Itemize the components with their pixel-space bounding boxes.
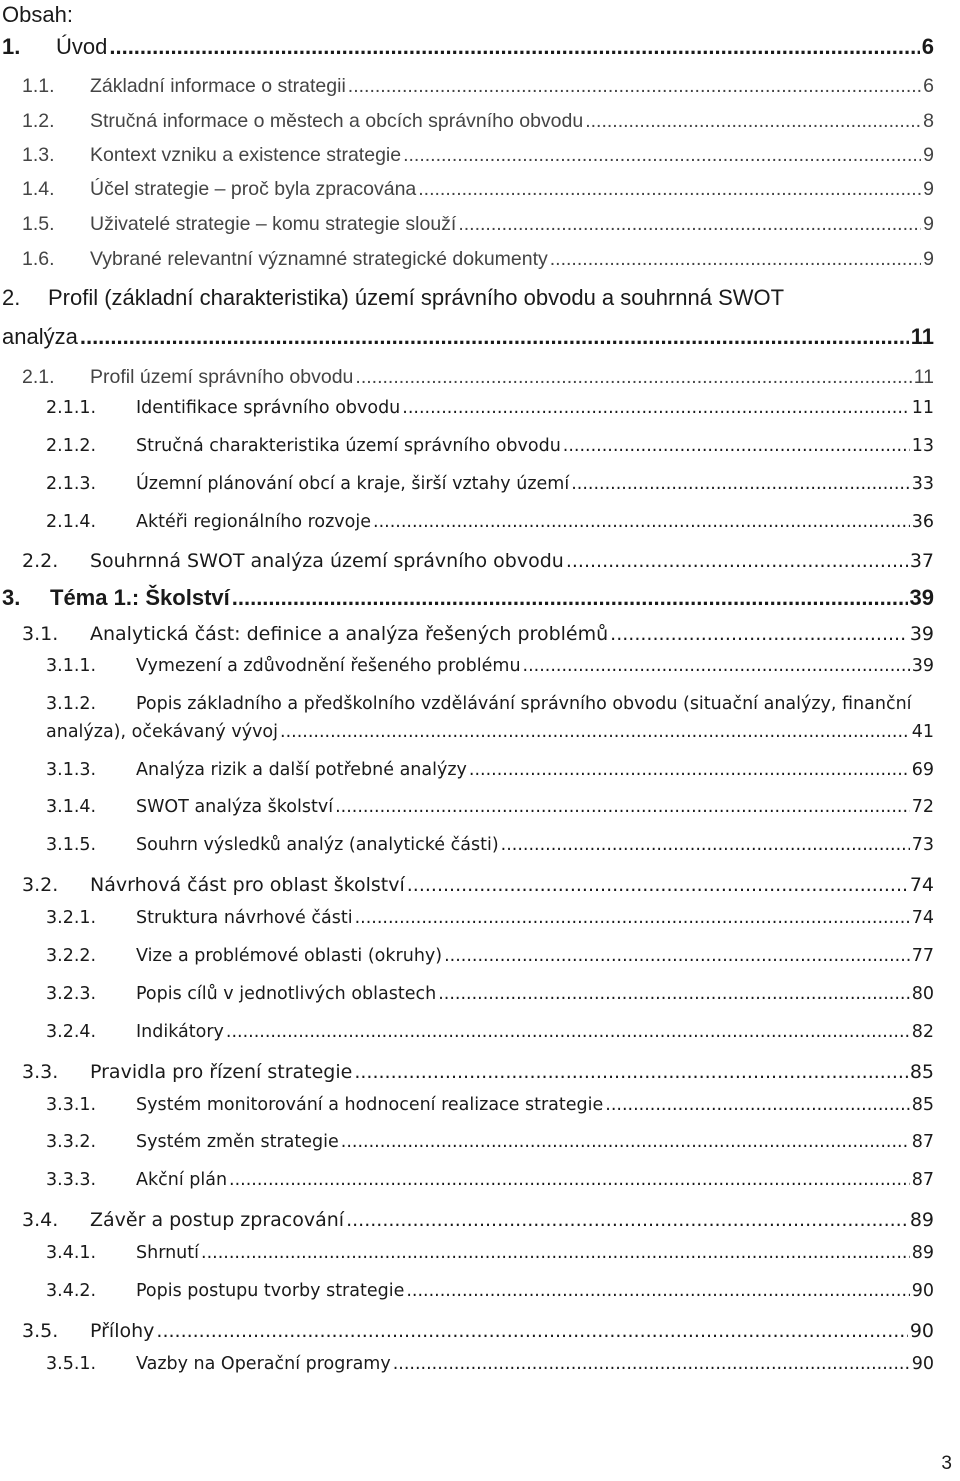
toc-number: 3.5.	[22, 1320, 59, 1342]
toc-page: 37	[909, 550, 934, 572]
toc-entry-2-line1[interactable]	[2, 285, 784, 311]
toc-leader	[348, 75, 921, 98]
toc-title: Vize a problémové oblasti (okruhy)	[136, 946, 443, 966]
toc-leader	[354, 1061, 907, 1083]
toc-entry-2-1-3[interactable]	[46, 474, 934, 494]
toc-leader	[402, 398, 909, 418]
toc-title: Aktéři regionálního rozvoje	[136, 512, 371, 532]
toc-page: 39	[909, 585, 934, 610]
toc-number: 3.1.1.	[46, 656, 97, 676]
toc-page: 69	[911, 760, 934, 780]
toc-page: 89	[911, 1243, 934, 1263]
toc-entry-2-1[interactable]	[22, 366, 934, 389]
toc-leader	[280, 722, 910, 742]
toc-entry-2-1-2[interactable]	[46, 436, 934, 456]
toc-page: 6	[923, 75, 934, 97]
toc-title: Závěr a postup zpracování	[90, 1209, 345, 1231]
toc-title: Identifikace správního obvodu	[136, 398, 401, 418]
toc-leader	[393, 1354, 910, 1374]
toc-leader	[226, 1022, 910, 1042]
toc-page: 36	[911, 512, 934, 532]
toc-number: 1.3.	[22, 144, 55, 166]
toc-entry-1-4[interactable]	[22, 178, 934, 201]
toc-page: 74	[909, 874, 934, 896]
toc-leader	[610, 623, 908, 645]
toc-entry-3-1-1[interactable]	[46, 656, 934, 676]
toc-number: 3.1.5.	[46, 835, 97, 855]
toc-number: 3.3.2.	[46, 1132, 97, 1152]
toc-leader	[407, 874, 908, 896]
toc-entry-3-2-4[interactable]	[46, 1022, 934, 1042]
toc-title: Indikátory	[136, 1022, 224, 1042]
toc-entry-1-6[interactable]	[22, 248, 934, 271]
toc-entry-3-1-3[interactable]	[46, 760, 934, 780]
toc-page: 6	[921, 34, 934, 59]
toc-page: 11	[913, 366, 934, 388]
toc-leader	[80, 324, 909, 350]
toc-entry-3-4-1[interactable]	[46, 1243, 934, 1263]
toc-leader	[232, 585, 908, 611]
toc-page: 9	[923, 213, 934, 235]
toc-title: Popis základního a předškolního vzdělávání správního obvodu (situační analýzy, finanční	[136, 694, 912, 714]
toc-entry-1-5[interactable]	[22, 213, 934, 236]
toc-page: 9	[923, 178, 934, 200]
toc-leader	[335, 797, 910, 817]
toc-title: Popis postupu tvorby strategie	[136, 1281, 405, 1301]
toc-number: 1.1.	[22, 75, 55, 97]
toc-leader	[355, 908, 910, 928]
toc-leader	[605, 1095, 909, 1115]
toc-entry-3-4-2[interactable]	[46, 1281, 934, 1301]
toc-number: 2.1.	[22, 366, 55, 388]
toc-title: Souhrnná SWOT analýza území správního obvodu	[90, 550, 564, 572]
toc-title: Struktura návrhové části	[136, 908, 353, 928]
toc-page: 39	[909, 623, 934, 645]
toc-leader	[406, 1281, 909, 1301]
toc-leader	[571, 474, 910, 494]
toc-title: Návrhová část pro oblast školství	[90, 874, 405, 896]
toc-leader	[458, 213, 921, 236]
toc-entry-1-3[interactable]	[22, 144, 934, 167]
toc-title: Shrnutí	[136, 1243, 199, 1263]
toc-leader	[373, 512, 910, 532]
toc-leader	[523, 656, 910, 676]
toc-page: 87	[911, 1170, 934, 1190]
toc-entry-3-1-5[interactable]	[46, 835, 934, 855]
toc-number: 3.1.3.	[46, 760, 97, 780]
toc-number: 3.2.2.	[46, 946, 97, 966]
toc-title: Popis cílů v jednotlivých oblastech	[136, 984, 437, 1004]
toc-number: 2.	[2, 285, 21, 310]
toc-leader	[444, 946, 910, 966]
toc-number: 2.1.2.	[46, 436, 97, 456]
toc-entry-1-2[interactable]	[22, 110, 934, 133]
toc-page: 11	[910, 324, 934, 349]
toc-page: 72	[911, 797, 934, 817]
toc-leader	[341, 1132, 910, 1152]
toc-page: 87	[911, 1132, 934, 1152]
toc-number: 3.3.3.	[46, 1170, 97, 1190]
toc-title: SWOT analýza školství	[136, 797, 334, 817]
toc-number: 1.5.	[22, 213, 55, 235]
toc-number: 1.	[2, 34, 21, 59]
toc-entry-3-5-1[interactable]	[46, 1354, 934, 1374]
toc-title: Souhrn výsledků analýz (analytické části)	[136, 835, 499, 855]
toc-leader	[229, 1170, 910, 1190]
toc-title: Uživatelé strategie – komu strategie slouží	[90, 213, 457, 235]
toc-title: Analýza rizik a další potřebné analýzy	[136, 760, 467, 780]
toc-entry-3[interactable]	[2, 585, 934, 611]
toc-number: 2.1.3.	[46, 474, 97, 494]
toc-number: 2.1.4.	[46, 512, 97, 532]
toc-entry-3-1[interactable]	[22, 623, 934, 645]
toc-number: 3.3.	[22, 1061, 59, 1083]
toc-title: Stručná informace o městech a obcích správního obvodu	[90, 110, 584, 132]
toc-page: 74	[911, 908, 934, 928]
toc-page: 11	[911, 398, 934, 418]
toc-page: 39	[911, 656, 934, 676]
toc-page: 90	[909, 1320, 934, 1342]
toc-page: 77	[911, 946, 934, 966]
toc-leader	[109, 34, 919, 60]
toc-title: Profil (základní charakteristika) území správního obvodu a souhrnná SWOT	[48, 285, 785, 310]
toc-number: 3.1.2.	[46, 694, 97, 714]
toc-title: Účel strategie – proč byla zpracována	[90, 178, 417, 200]
toc-title: Systém monitorování a hodnocení realizace strategie	[136, 1095, 604, 1115]
toc-leader	[566, 550, 908, 572]
toc-number: 3.4.2.	[46, 1281, 97, 1301]
toc-title: Stručná charakteristika území správního obvodu	[136, 436, 561, 456]
toc-title: Vazby na Operační programy	[136, 1354, 391, 1374]
toc-entry-3-2-1[interactable]	[46, 908, 934, 928]
toc-page: 90	[911, 1354, 934, 1374]
toc-entry-2-1-1[interactable]	[46, 398, 934, 418]
toc-page: 73	[911, 835, 934, 855]
toc-leader	[438, 984, 910, 1004]
toc-title: Systém změn strategie	[136, 1132, 339, 1152]
toc-number: 1.4.	[22, 178, 55, 200]
toc-page: 33	[911, 474, 934, 494]
toc-title: Úvod	[56, 34, 108, 59]
toc-page: 9	[923, 144, 934, 166]
toc-leader	[201, 1243, 910, 1263]
toc-entry-2-2[interactable]	[22, 550, 934, 572]
toc-title: Profil území správního obvodu	[90, 366, 354, 388]
toc-leader	[156, 1320, 907, 1342]
toc-entry-3-1-4[interactable]	[46, 797, 934, 817]
toc-leader	[469, 760, 910, 780]
toc-number: 3.5.1.	[46, 1354, 97, 1374]
toc-entry-2-1-4[interactable]	[46, 512, 934, 532]
toc-title: Pravidla pro řízení strategie	[90, 1061, 353, 1083]
toc-leader	[550, 248, 921, 271]
toc-leader	[355, 366, 911, 389]
toc-leader	[418, 178, 921, 201]
toc-number: 2.1.1.	[46, 398, 97, 418]
toc-entry-3-3-3[interactable]	[46, 1170, 934, 1190]
toc-entry-3-1-2[interactable]	[46, 694, 934, 742]
toc-number: 1.6.	[22, 248, 55, 270]
toc-leader	[403, 144, 921, 167]
toc-title-continued: analýza	[2, 324, 78, 349]
toc-leader	[585, 110, 921, 133]
toc-number: 3.2.	[22, 874, 59, 896]
toc-page: 85	[909, 1061, 934, 1083]
toc-page: 41	[911, 722, 934, 742]
toc-number: 3.2.1.	[46, 908, 97, 928]
toc-title: Základní informace o strategii	[90, 75, 346, 97]
toc-entry-3-2-3[interactable]	[46, 984, 934, 1004]
toc-page: 85	[911, 1095, 934, 1115]
toc-title: Akční plán	[136, 1170, 228, 1190]
toc-number: 3.2.4.	[46, 1022, 97, 1042]
toc-entry-3-2-2[interactable]	[46, 946, 934, 966]
toc-title: Vybrané relevantní významné strategické dokumenty	[90, 248, 548, 270]
toc-number: 3.1.4.	[46, 797, 97, 817]
toc-entry-1-1[interactable]	[22, 75, 934, 98]
toc-number: 3.4.	[22, 1209, 59, 1231]
toc-number: 1.2.	[22, 110, 55, 132]
toc-title-continued: analýza), očekávaný vývoj	[46, 722, 278, 742]
toc-page: 82	[911, 1022, 934, 1042]
toc-heading: Obsah:	[2, 2, 73, 27]
toc-entry-3-4[interactable]	[22, 1209, 934, 1231]
toc-number: 3.	[2, 585, 21, 610]
toc-leader	[346, 1209, 908, 1231]
toc-number: 2.2.	[22, 550, 59, 572]
toc-entry-2-line2[interactable]	[2, 324, 934, 350]
toc-number: 3.4.1.	[46, 1243, 97, 1263]
toc-entry-3-5[interactable]	[22, 1320, 934, 1342]
toc-title: Téma 1.: Školství	[50, 585, 230, 610]
toc-entry-3-3-2[interactable]	[46, 1132, 934, 1152]
toc-title: Územní plánování obcí a kraje, širší vztahy území	[136, 474, 570, 494]
toc-title: Vymezení a zdůvodnění řešeného problému	[136, 656, 521, 676]
toc-entry-1[interactable]	[2, 34, 934, 60]
toc-number: 3.1.	[22, 623, 59, 645]
toc-title: Přílohy	[90, 1320, 155, 1342]
toc-entry-3-3[interactable]	[22, 1061, 934, 1083]
toc-entry-3-2[interactable]	[22, 874, 934, 896]
toc-entry-3-3-1[interactable]	[46, 1095, 934, 1115]
toc-leader	[563, 436, 910, 456]
toc-title: Analytická část: definice a analýza řešených problémů	[90, 623, 609, 645]
toc-leader	[501, 835, 910, 855]
toc-page: 9	[923, 248, 934, 270]
toc-page: 13	[911, 436, 934, 456]
toc-page: 90	[911, 1281, 934, 1301]
toc-number: 3.3.1.	[46, 1095, 97, 1115]
toc-page: 80	[911, 984, 934, 1004]
toc-title: Kontext vzniku a existence strategie	[90, 144, 402, 166]
toc-page: 89	[909, 1209, 934, 1231]
toc-page: 8	[923, 110, 934, 132]
toc-number: 3.2.3.	[46, 984, 97, 1004]
page-number: 3	[941, 1453, 952, 1474]
